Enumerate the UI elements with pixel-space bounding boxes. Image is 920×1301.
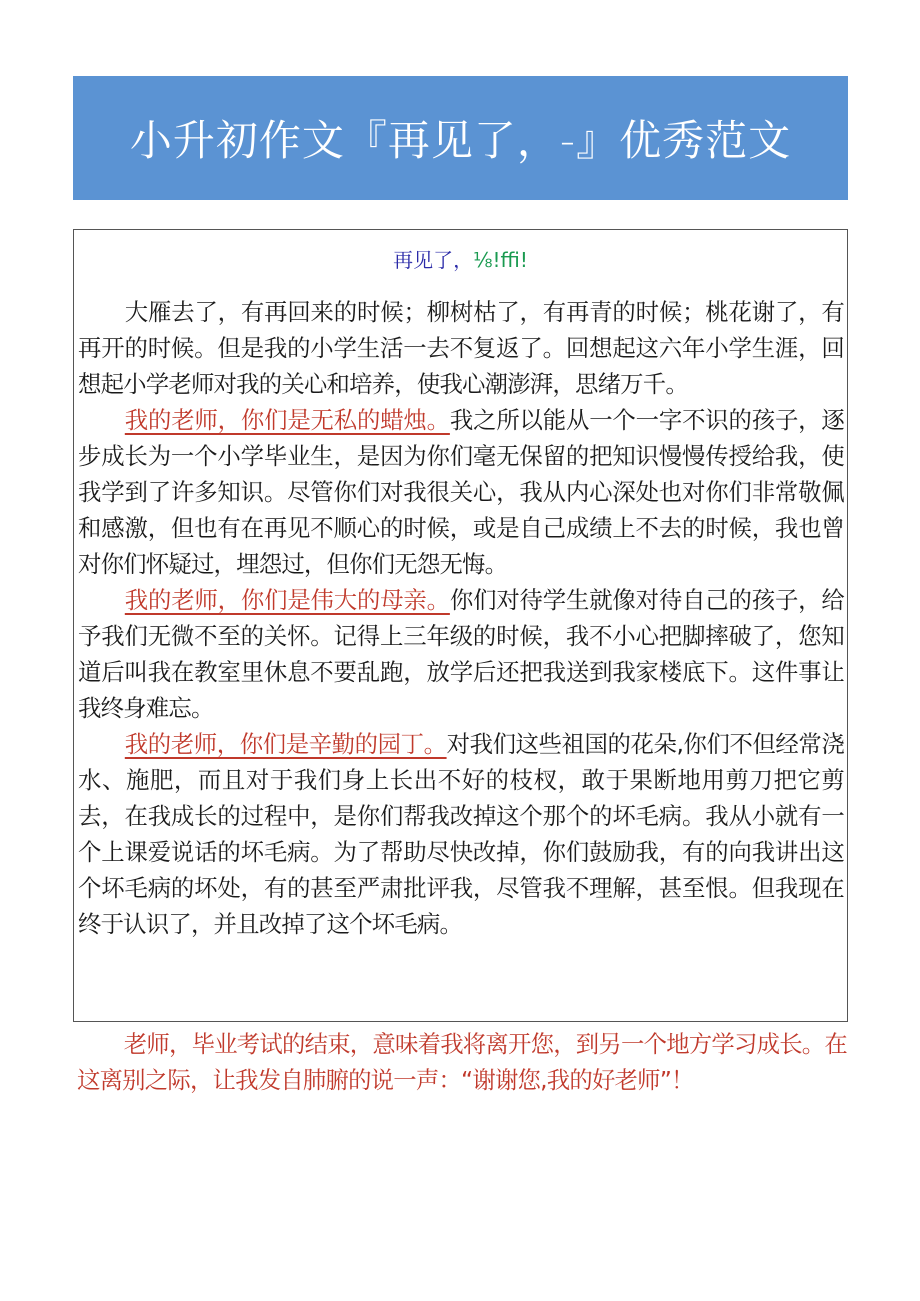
essay-title-garbled: ⅛!ffi!: [473, 248, 528, 272]
paragraph-text: 大雁去了，有再回来的时候；柳树枯了，有再青的时候；桃花谢了，有再开的时候。但是我的小学生活一去不复返了。回想起这六年小学生涯，回想起小学老师对我的关心和培养，使我心潮澎湃，思绪万千。: [78, 298, 844, 398]
paragraph-text: 对我们这些祖国的花朵,你们不但经常浇水、施肥，而且对于我们身上长出不好的枝杈，敢于果断地用剪刀把它剪去，在我成长的过程中，是你们帮我改掉这个那个的坏毛病。我从小就有一个上课爱说话的坏毛病。为了帮助尽快改掉，你们鼓励我，有的向我讲出这个坏毛病的坏处，有的甚至严肃批评我，尽管我不理解，甚至恨。但我现在终于认识了，并且改掉了这个坏毛病。: [78, 730, 844, 938]
essay-box: [73, 229, 848, 1022]
title-banner: [73, 76, 848, 200]
paragraph-4: [78, 726, 844, 942]
paragraph-lead: 我的老师，你们是伟大的母亲。: [124, 586, 450, 614]
paragraph-text: 你们对待学生就像对待自己的孩子，给予我们无微不至的关怀。记得上三年级的时候，我不小心把脚摔破了，您知道后叫我在教室里休息不要乱跑，放学后还把我送到我家楼底下。这件事让我终身难忘。: [78, 586, 844, 722]
paragraph-lead: 我的老师，你们是无私的蜡烛。: [124, 406, 450, 434]
essay-body: [78, 294, 844, 942]
paragraph-lead: 我的老师，你们是辛勤的园丁。: [124, 730, 447, 758]
page-title: 小升初作文『再见了，-』优秀范文: [129, 116, 792, 165]
essay-title-main: 再见了，: [393, 248, 474, 272]
paragraph-1: [78, 294, 844, 402]
closing-paragraph: 老师，毕业考试的结束，意味着我将离开您，到另一个地方学习成长。在这离别之际，让我发自肺腑的说一声：“谢谢您,我的好老师”！: [77, 1030, 847, 1094]
essay-title: [74, 244, 847, 273]
paragraph-3: [78, 582, 844, 726]
paragraph-2: [78, 402, 844, 582]
paragraph-text: 我之所以能从一个一字不识的孩子，逐步成长为一个小学毕业生，是因为你们毫无保留的把知识慢慢传授给我，使我学到了许多知识。尽管你们对我很关心，我从内心深处也对你们非常敬佩和感激，但也有在再见不顺心的时候，或是自己成绩上不去的时候，我也曾对你们怀疑过，埋怨过，但你们无怨无悔。: [78, 406, 844, 578]
